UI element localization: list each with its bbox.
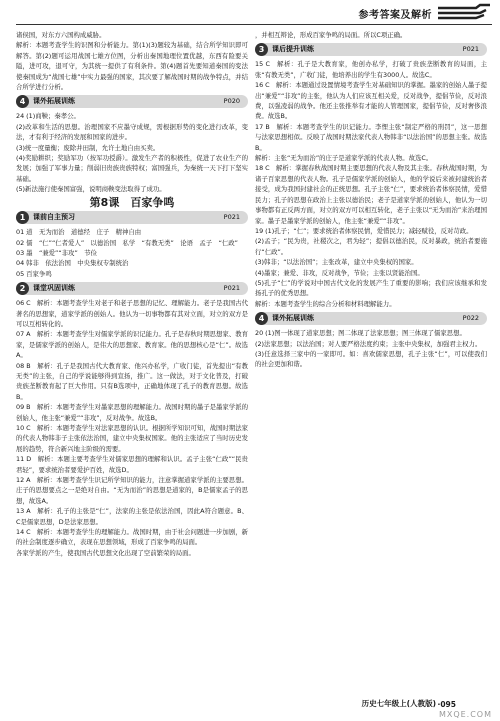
answer-item: 07 A 解析：本题考查学生对儒家学派的识记能力。孔子是春秋时期思想家、教育家，是儒家学派的创始人，是伟大的思想家、教育家。他的思想核心是“仁”。故选A。 — [16, 330, 248, 360]
lesson-title: 第8课 百家争鸣 — [89, 195, 175, 209]
section-page: P022 — [462, 314, 479, 323]
section-number: 4 — [255, 312, 268, 325]
section-page: P021 — [462, 45, 479, 54]
answer-item: 02 儒 “仁”“仁者爱人” 以德治国 私学 “有教无类” 论语 孟子 “仁政” — [16, 238, 238, 247]
paragraph: 解析：本题考查学生的识图和分析能力。第(1)(3)题较为基础，结合所学知识即可解答。第(2)题可运用战国七雄方位图，分析出秦国地理位置优越，东西有险要关隘，进可攻，退可守，为其统一提供了有利条件。第(4)题首先要知道秦国的变法使秦国成为“战国七雄”中实力最强的国家，其次要了解战国时期的战争特点，并结合所学进行分析。 — [16, 41, 248, 92]
section-title: 课外拓展训练 — [33, 97, 75, 106]
section-banner — [255, 43, 487, 56]
paragraph: ，并相互辩论，形成百家争鸣的局面。所以C项正确。 — [255, 31, 407, 39]
answer-item: 01 道 无为而治 道德经 庄子 精神自由 — [16, 228, 142, 237]
section-page: P021 — [223, 213, 240, 222]
answer-item: 解析：主张“无为而治”的庄子是道家学派的代表人物。故选C。 — [255, 154, 433, 163]
section-page: P021 — [223, 284, 240, 293]
answer-item: 11 D 解析：本题主要考查学生对儒家思想的理解和认识。孟子主张“仁政”“民贵君轻”，要求统治者要爱护百姓，故选D。 — [16, 455, 248, 474]
answer-item: 24 (1)商鞅；秦孝公。 — [16, 112, 80, 121]
answer-item: 09 B 解析：本题考查学生对墨家思想的理解能力。战国时期的墨子是墨家学派的创始人，他主张“兼爱”“非攻”，反对战争。故选B。 — [16, 403, 248, 422]
answer-item: 12 A 解析：本题考查学生识记所学知识的能力，注意掌握道家学派的主要思想。庄子的思想要点之一是绝对自由。“无为而治”的思想是道家的，B是儒家孟子的思想，故选A。 — [16, 476, 248, 505]
watermark: MXQE.COM — [438, 710, 492, 719]
section-page: P020 — [223, 97, 240, 106]
header-logo-icon — [436, 2, 492, 22]
section-banner — [255, 312, 487, 325]
answer-item: (5)新法施行使秦国富强，说明商鞅变法取得了成功。 — [16, 185, 166, 194]
section-title: 课后提升训练 — [272, 45, 314, 54]
section-number: 1 — [16, 211, 29, 224]
section-title: 课外拓展训练 — [272, 314, 314, 323]
footer-page-number: ·095 — [437, 700, 456, 709]
answer-item: (4)奖励耕织；奖励军功（按军功授爵）。激发生产者的积极性，促进了农业生产的发展；加强了军事力量；削弱旧贵族贵族特权；富国强兵，为秦统一天下打下坚实基础。 — [16, 154, 248, 183]
answer-item: (3)韩非；“以法治国”；主张改革，建立中央集权的国家。 — [255, 258, 418, 267]
footer-book-title: 历史七年级上(人教版) — [361, 699, 436, 708]
header-rule — [16, 24, 492, 25]
answer-item: (2)法家思想；以法治国；对人要严格法度约束；主张中央集权，加强君主权力。 — [255, 339, 482, 348]
answer-item: 08 B 解析：孔子是我国古代大教育家、他兴办私学，广收门徒，首先提出“有教无类”的主张，自己的学说能够得到宣扬，推广。这一做法，对于文化普及，打破贵族垄断教育起了巨大作用。只有B选项中，正确地体现了孔子的教育思想。故选B。 — [16, 361, 248, 401]
answer-item: 03 墨 “兼爱”“非攻” 节俭 — [16, 248, 97, 257]
answer-item: (3)统一度量衡；废除井田制，允许土地自由买卖。 — [16, 143, 160, 152]
section-title: 课前自主预习 — [33, 213, 75, 222]
answer-item: 15 C 解析：孔子是大教育家，他创办私学，打破了贵族垄断教育的局面，主张“有教无类”，广收门徒，他培养出的学生有3000人。故选C。 — [255, 60, 487, 79]
answer-item: (2)改革和生活的思想。治理国家不应墨守成规，需根据形势的变化进行改革，变法，才有利于经济的发展和国家的进步。 — [16, 122, 248, 142]
answer-item: 解析：本题考查学生的综合分析和材料理解能力。 — [255, 299, 396, 308]
answer-item: 20 (1)图一体现了道家思想；图二体现了法家思想；图三体现了儒家思想。 — [255, 329, 466, 338]
left-column — [16, 30, 248, 558]
section-number: 3 — [255, 43, 268, 56]
answer-item: 16 C 解析：本题通过设置情境考查学生对基础知识的掌握。墨家的创始人墨子提出“兼爱”“非攻”的主张，他认为人们应该互相关爱，反对战争，提倡节俭，反对浪费，以强凌弱的战争。他还主张推举有才能的人管理国家，提倡节俭，反对奢侈浪费。故选B。 — [255, 81, 487, 121]
answer-item: (3)任意选择三家中的一家即可。如：喜欢儒家思想，孔子主张“仁”，可以使我们的社会更加和谐。 — [255, 349, 487, 369]
right-column — [255, 30, 487, 370]
answer-item: 19 (1)孔子；“仁”；要求统治者体察民情，爱惜民力；减轻赋役，反对苛政。 — [255, 226, 473, 235]
page-header — [0, 0, 500, 26]
section-number: 2 — [16, 282, 29, 295]
header-title: 参考答案及解析 — [358, 10, 432, 21]
answer-item: 06 C 解析：本题考查学生对老子和老子思想的记忆、理解能力。老子是我国古代著名的思想家，道家学派的创始人。他认为一切事物都有其对立面，对立的双方是可以互相转化的。 — [16, 299, 248, 328]
answer-item: 18 C 解析：掌握春秋战国时期主要思想的代表人物及其主张。春秋战国时期，为诸子百家思想的代表人物。孔子是儒家学派的创始人，他的学说后来被封建统治者接受，成为我国封建社会的正统思想。孔子主张“仁”，要求统治者体察民情，爱惜民力；孔子的思想在政治上主张以德治民；老子是道家学派的创始人，他认为一切事物都有正反两方面，对立的双方可以相互转化，老子主张以“无为而治”来治理国家。墨子是墨家学派的创始人，他主张“兼爱”“非攻”。 — [255, 164, 487, 225]
section-number: 4 — [16, 95, 29, 108]
answer-item: 13 A 解析：孔子的主张是“仁”，法家的主张是依法治国，因此A符合题意。B、C是儒家思想，D是法家思想。 — [16, 507, 248, 526]
section-title: 课堂巩固训练 — [33, 284, 75, 293]
answer-item: (2)孟子；“民为贵，社稷次之，君为轻”；提倡以德治民，反对暴政，统治者要施行“仁政”。 — [255, 237, 487, 256]
section-banner — [16, 282, 248, 295]
answer-item: 各家学派的产生，使我国古代思想文化出现了空前繁荣的局面。 — [16, 548, 195, 557]
answer-item: 14 C 解析：本题考查学生的理解能力。战国时期，由于社会问题进一步加剧，新的社会制度逐步确立，表现在思想领域，形成了百家争鸣的局面。 — [16, 528, 248, 547]
answer-item: 10 C 解析：本题考查学生对法家思想的认识。根据所学知识可知，战国时期法家的代表人物韩非子主张依法治国，建立中央集权国家。他的主张适应了当时历史发展的趋势，符合新兴地主阶级的需要。 — [16, 424, 248, 453]
answer-item: (4)墨家；兼爱、非攻，反对战争，节俭；主张以贤能治国。 — [255, 268, 424, 277]
answer-item: 04 韩非 依法治国 中央集权专制统治 — [16, 259, 129, 268]
answer-item: (5)孔子“仁”的学说对中国古代文化的发展产生了重要的影响；我们应该继承和发扬孔子的优秀思想。 — [255, 278, 487, 298]
section-banner — [16, 211, 248, 224]
section-banner — [16, 95, 248, 108]
answer-item: 05 百家争鸣 — [16, 269, 52, 278]
paragraph: 诸侯国，对东方六国构成威胁。 — [16, 31, 106, 39]
answer-item: 17 B 解析：本题考查学生的识记能力。李悝主张“制定严格的刑罚”，这一思想与法家思想相似。反映了战国时期法家代表人物韩非“以法治国”的思想主张。故选B。 — [255, 122, 487, 152]
